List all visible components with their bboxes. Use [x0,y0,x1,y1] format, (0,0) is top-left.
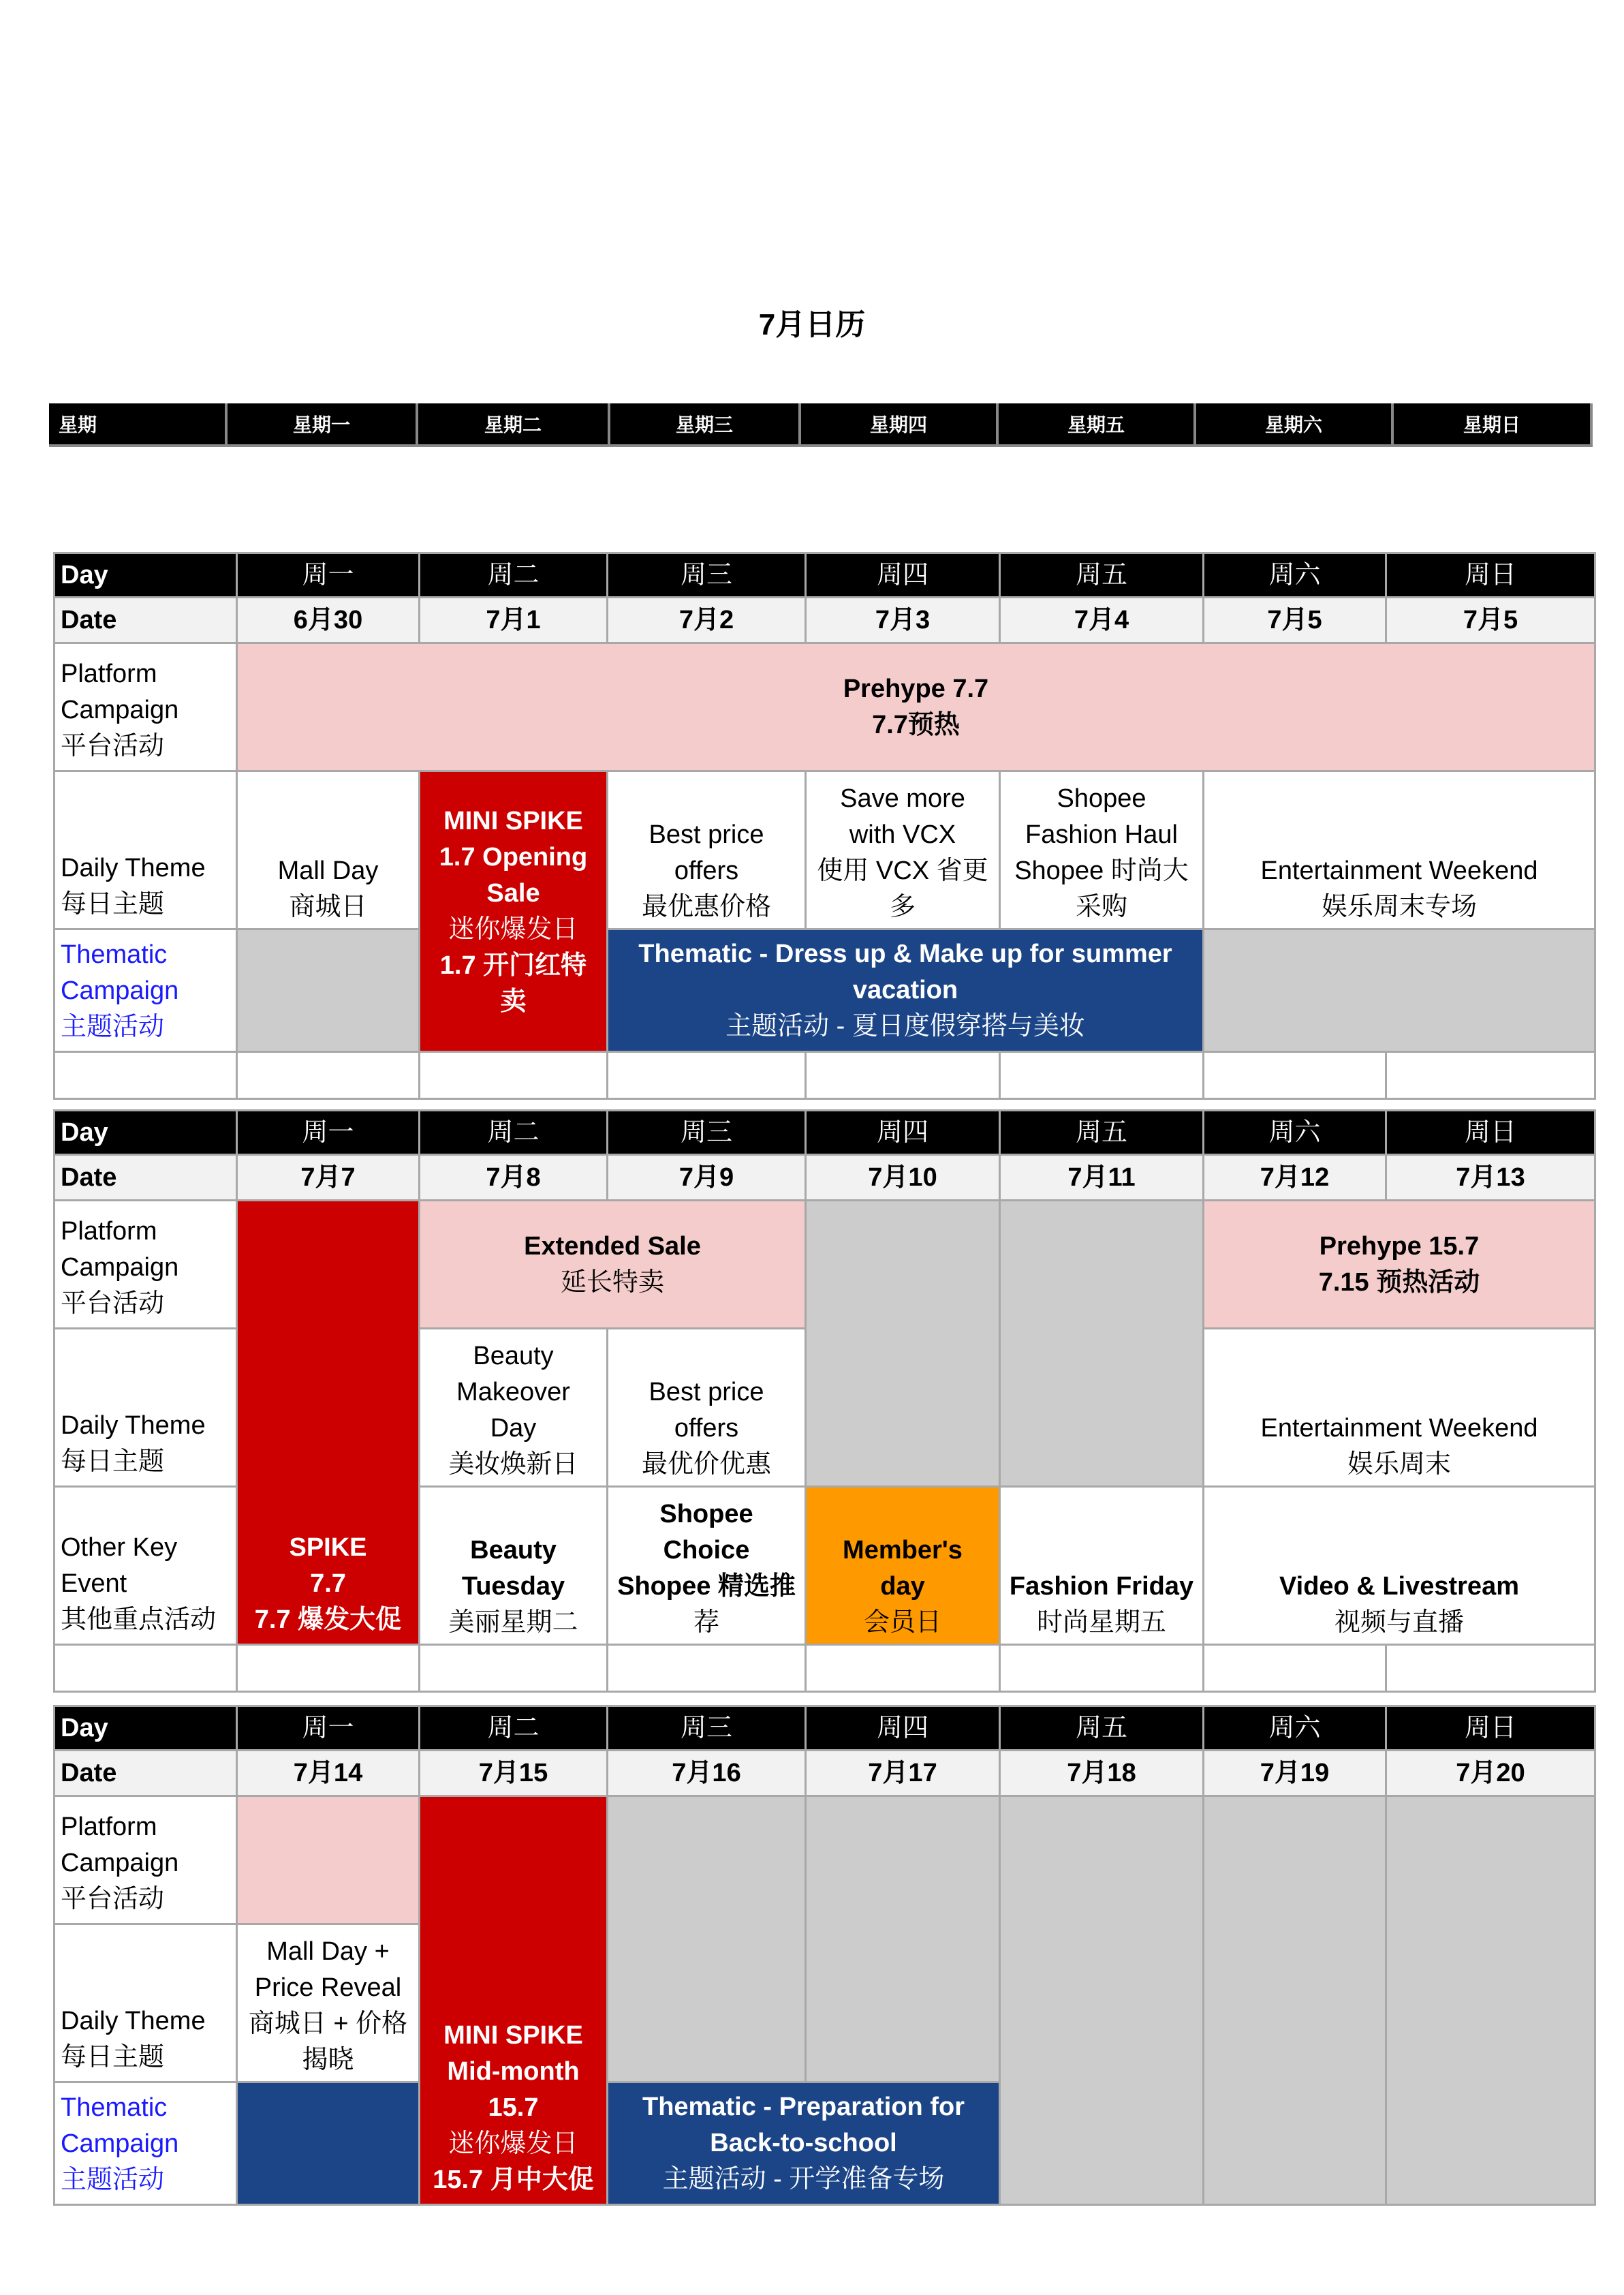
header-cell-mon: 星期一 [226,403,417,446]
date-cell: 7月12 [1204,1155,1386,1201]
weekday-tue: 周二 [420,1111,608,1155]
best-price-theme: Best price offers 最优价优惠 [608,1329,806,1487]
mini-spike-mid-month: MINI SPIKE Mid-month 15.7 迷你爆发日 15.7 月中大促 [420,1796,608,2205]
entertainment-weekend-theme: Entertainment Weekend 娱乐周末 [1204,1329,1595,1487]
weekday-tue: 周二 [420,1706,608,1751]
weekday-thu: 周四 [806,553,1000,598]
date-cell: 7月5 [1386,598,1595,643]
header-cell-thu: 星期四 [800,403,997,446]
daily-theme-label: Daily Theme 每日主题 [54,1329,237,1487]
date-cell: 7月2 [608,598,806,643]
week-2-table [53,1109,1596,1693]
date-cell: 7月9 [608,1155,806,1201]
weekday-sun: 周日 [1386,553,1595,598]
date-cell: 7月1 [420,598,608,643]
weekday-tue: 周二 [420,553,608,598]
date-row [54,1751,1595,1796]
thematic-back-to-school: Thematic - Preparation for Back-to-school 主题活动 - 开学准备专场 [608,2082,1000,2205]
prehype-15-7-campaign: Prehype 15.7 7.15 预热活动 [1204,1201,1595,1329]
empty-cell [608,1796,806,2082]
header-cell-fri: 星期五 [997,403,1195,446]
date-cell: 7月8 [420,1155,608,1201]
day-label: Day [54,1111,237,1155]
weekday-sat: 周六 [1204,1111,1386,1155]
weekday-fri: 周五 [1000,553,1204,598]
day-row [54,1706,1595,1751]
empty-cell [1204,929,1595,1052]
weekday-thu: 周四 [806,1706,1000,1751]
empty-cell [1204,1796,1386,2205]
date-cell: 7月15 [420,1751,608,1796]
weekday-wed: 周三 [608,553,806,598]
date-label: Date [54,1751,237,1796]
fashion-friday-event: Fashion Friday 时尚星期五 [1000,1487,1204,1645]
spike-7-7: SPIKE 7.7 7.7 爆发大促 [237,1201,420,1645]
platform-campaign-row [54,1201,1595,1329]
platform-campaign-label: Platform Campaign 平台活动 [54,1796,237,1924]
mall-day-theme: Mall Day 商城日 [237,771,420,929]
weekday-sun: 周日 [1386,1706,1595,1751]
thematic-summer-vacation: Thematic - Dress up & Make up for summer vacation 主题活动 - 夏日度假穿搭与美妆 [608,929,1204,1052]
save-more-vcx-theme: Save more with VCX 使用 VCX 省更 多 [806,771,1000,929]
prehype-7-7-campaign: Prehype 7.7 7.7预热 [237,643,1595,771]
daily-theme-row [54,771,1595,929]
date-cell: 7月7 [237,1155,420,1201]
thematic-campaign-row [54,929,1595,1052]
mini-spike-opening-sale: MINI SPIKE 1.7 Opening Sale 迷你爆发日 1.7 开门红特 卖 [420,771,608,1052]
header-cell-wed: 星期三 [609,403,800,446]
week-1-table [53,552,1596,1100]
date-cell: 7月20 [1386,1751,1595,1796]
empty-cell [806,1796,1000,2082]
weekday-fri: 周五 [1000,1111,1204,1155]
day-row [54,553,1595,598]
date-cell: 7月17 [806,1751,1000,1796]
weekday-header-row [49,403,1593,447]
weekday-sat: 周六 [1204,1706,1386,1751]
date-row [54,1155,1595,1201]
weekday-thu: 周四 [806,1111,1000,1155]
daily-theme-label: Daily Theme 每日主题 [54,1924,237,2082]
page-title: 7月日历 [758,308,866,341]
shopee-choice-event: Shopee Choice Shopee 精选推 荐 [608,1487,806,1645]
empty-cell [237,1796,420,1924]
date-cell: 7月16 [608,1751,806,1796]
spacer-row [54,1052,1595,1099]
week-3-table [53,1705,1596,2206]
date-cell: 7月18 [1000,1751,1204,1796]
thematic-campaign-label[interactable]: Thematic Campaign 主题活动 [54,929,237,1052]
platform-campaign-row [54,1796,1595,1924]
weekday-mon: 周一 [237,553,420,598]
empty-cell [237,2082,420,2205]
other-key-event-label: Other Key Event 其他重点活动 [54,1487,237,1645]
header-cell-weekday: 星期 [49,403,226,446]
entertainment-weekend-theme: Entertainment Weekend 娱乐周末专场 [1204,771,1595,929]
date-cell: 7月4 [1000,598,1204,643]
empty-cell [806,1201,1000,1487]
header-cell-sun: 星期日 [1392,403,1591,446]
empty-cell [1000,1796,1204,2205]
weekday-wed: 周三 [608,1111,806,1155]
day-label: Day [54,553,237,598]
empty-cell [1000,1201,1204,1487]
spacer-row [54,1645,1595,1692]
date-row [54,598,1595,643]
daily-theme-label: Daily Theme 每日主题 [54,771,237,929]
best-price-theme: Best price offers 最优惠价格 [608,771,806,929]
platform-campaign-label: Platform Campaign 平台活动 [54,643,237,771]
date-cell: 6月30 [237,598,420,643]
fashion-haul-theme: Shopee Fashion Haul Shopee 时尚大 采购 [1000,771,1204,929]
mall-day-price-reveal-theme: Mall Day + Price Reveal 商城日 + 价格 揭晓 [237,1924,420,2082]
weekday-wed: 周三 [608,1706,806,1751]
date-cell: 7月11 [1000,1155,1204,1201]
weekday-sun: 周日 [1386,1111,1595,1155]
platform-campaign-row [54,643,1595,771]
weekday-mon: 周一 [237,1111,420,1155]
weekday-mon: 周一 [237,1706,420,1751]
weekday-sat: 周六 [1204,553,1386,598]
weekday-fri: 周五 [1000,1706,1204,1751]
extended-sale-campaign: Extended Sale 延长特卖 [420,1201,806,1329]
date-cell: 7月13 [1386,1155,1595,1201]
platform-campaign-label: Platform Campaign 平台活动 [54,1201,237,1329]
date-label: Date [54,1155,237,1201]
date-label: Date [54,598,237,643]
date-cell: 7月3 [806,598,1000,643]
day-label: Day [54,1706,237,1751]
header-cell-sat: 星期六 [1195,403,1392,446]
beauty-tuesday-event: Beauty Tuesday 美丽星期二 [420,1487,608,1645]
date-cell: 7月5 [1204,598,1386,643]
empty-cell [237,929,420,1052]
video-livestream-event: Video & Livestream 视频与直播 [1204,1487,1595,1645]
date-cell: 7月19 [1204,1751,1386,1796]
date-cell: 7月10 [806,1155,1000,1201]
header-cell-tue: 星期二 [417,403,609,446]
day-row [54,1111,1595,1155]
members-day-event: Member's day 会员日 [806,1487,1000,1645]
beauty-makeover-day-theme: Beauty Makeover Day 美妆焕新日 [420,1329,608,1487]
thematic-campaign-label[interactable]: Thematic Campaign 主题活动 [54,2082,237,2205]
date-cell: 7月14 [237,1751,420,1796]
empty-cell [1386,1796,1595,2205]
